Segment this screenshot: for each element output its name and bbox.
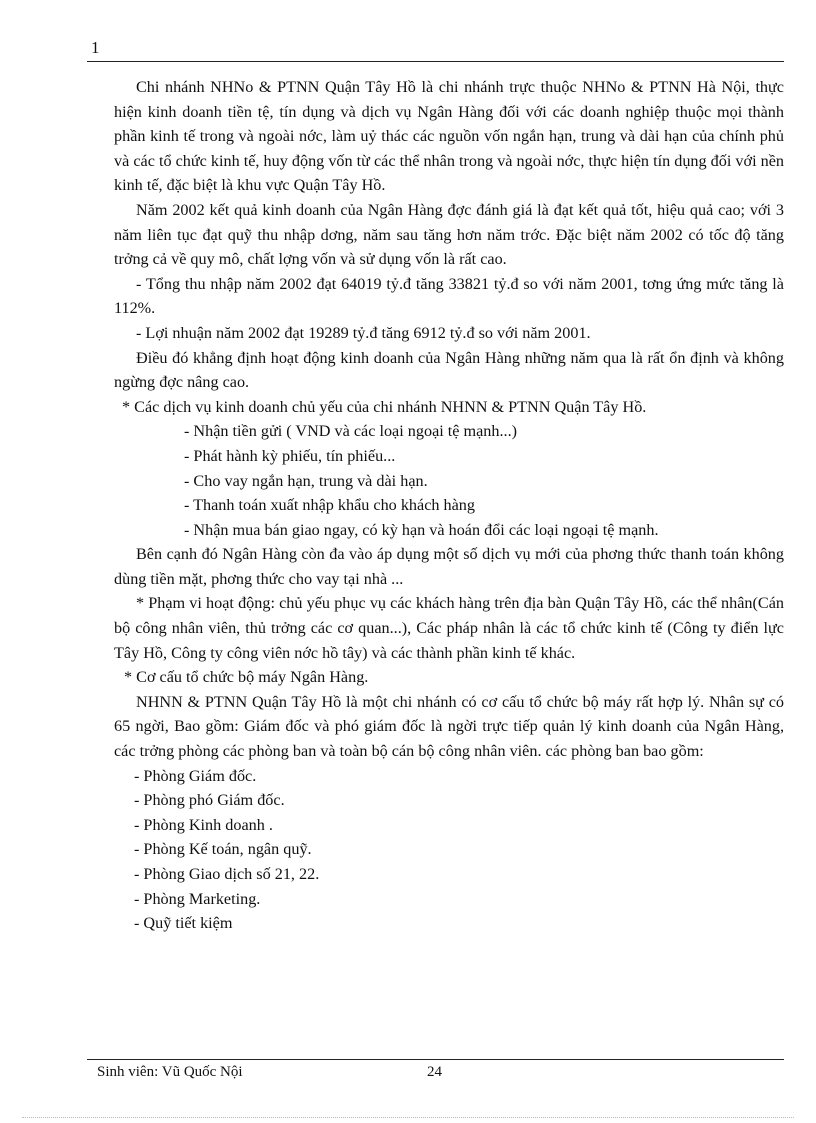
page-marker: 1 xyxy=(91,38,100,57)
list-item: - Quỹ tiết kiệm xyxy=(134,914,233,933)
document-body xyxy=(114,75,784,936)
list-item: - Phòng phó Giám đốc. xyxy=(134,791,285,810)
paragraph: NHNN & PTNN Quận Tây Hồ là một chi nhánh có cơ cấu tổ chức bộ máy rất hợp lý. Nhân sự có 65 ngời, Bao gồm: Giám đốc và phó giám đốc là ngời trực tiếp quản lý kinh doanh của Ngân Hàng, các trởng phòng các phòng ban và toàn bộ cán bộ công nhân viên. các phòng ban bao gồm: xyxy=(114,692,784,761)
page-edge-divider xyxy=(22,1117,794,1118)
paragraph: Năm 2002 kết quả kinh doanh của Ngân Hàng đợc đánh giá là đạt kết quả tốt, hiệu quả cao; với 3 năm liên tục đạt quỹ thu nhập dơng, năm sau tăng hơn năm trớc. Đặc biệt năm 2002 có tốc độ tăng trởng cả về quy mô, chất lợng vốn và sử dụng vốn là rất cao. xyxy=(114,200,784,269)
paragraph-bullet: - Tổng thu nhập năm 2002 đạt 64019 tỷ.đ tăng 33821 tỷ.đ so với năm 2001, tơng ứng mức tăng là 112%. xyxy=(114,274,784,318)
footer-page-number: 24 xyxy=(427,1064,442,1080)
paragraph-bullet: - Lợi nhuận năm 2002 đạt 19289 tỷ.đ tăng 6912 tỷ.đ so với năm 2001. xyxy=(136,323,591,342)
header-rule xyxy=(87,61,784,62)
paragraph: Bên cạnh đó Ngân Hàng còn đa vào áp dụng một số dịch vụ mới của phơng thức thanh toán không dùng tiền mặt, phơng thức cho vay tại nhà ... xyxy=(114,545,784,588)
list-item: - Phòng Giám đốc. xyxy=(134,766,257,785)
list-item: - Phòng Marketing. xyxy=(134,889,261,908)
paragraph-scope: * Phạm vi hoạt động: chủ yếu phục vụ các khách hàng trên địa bàn Quận Tây Hồ, các thể nhân(Cán bộ công nhân viên, thủ trởng các cơ quan...), Các pháp nhân là các tổ chức kinh tế (Công ty điển lực Tây Hồ, Công ty công viên nớc hồ tây) và các thành phần kinh tế khác. xyxy=(114,594,784,662)
list-item: - Phòng Giao dịch số 21, 22. xyxy=(134,865,320,883)
list-item: - Nhận tiền gửi ( VND và các loại ngoại tệ mạnh...) xyxy=(184,422,518,441)
list-item: - Cho vay ngắn hạn, trung và dài hạn. xyxy=(184,471,428,490)
paragraph: Điều đó khẳng định hoạt động kinh doanh của Ngân Hàng những năm qua là rất ổn định và không ngừng đợc nâng cao. xyxy=(114,348,784,392)
paragraph: Chi nhánh NHNo & PTNN Quận Tây Hồ là chi nhánh trực thuộc NHNo & PTNN Hà Nội, thực hiện kinh doanh tiền tệ, tín dụng và dịch vụ Ngân Hàng đối với các doanh nghiệp thuộc mọi thành phần kinh tế trong và ngoài nớc, làm uỷ thác các nguồn vốn ngắn hạn, trung và dài hạn của chính phủ và các tổ chức kinh tế, huy động vốn từ các thể nhân trong và ngoài nớc, thực hiện tín dụng đối với nền kinh tế, đặc biệt là khu vực Quận Tây Hồ. xyxy=(114,78,784,195)
section-heading-structure: * Cơ cấu tổ chức bộ máy Ngân Hàng. xyxy=(124,668,369,687)
section-heading-services: * Các dịch vụ kinh doanh chủ yếu của chi nhánh NHNN & PTNN Quận Tây Hồ. xyxy=(122,397,647,416)
list-item: - Thanh toán xuất nhập khẩu cho khách hàng xyxy=(184,496,475,515)
list-item: - Nhận mua bán giao ngay, có kỳ hạn và hoán đổi các loại ngoại tệ mạnh. xyxy=(184,520,659,539)
list-item: - Phòng Kinh doanh . xyxy=(134,815,273,834)
list-item: - Phòng Kế toán, ngân quỹ. xyxy=(134,840,312,859)
footer-author: Sinh viên: Vũ Quốc Nội xyxy=(97,1064,243,1080)
footer-rule xyxy=(87,1059,784,1060)
list-item: - Phát hành kỳ phiếu, tín phiếu... xyxy=(184,446,396,465)
